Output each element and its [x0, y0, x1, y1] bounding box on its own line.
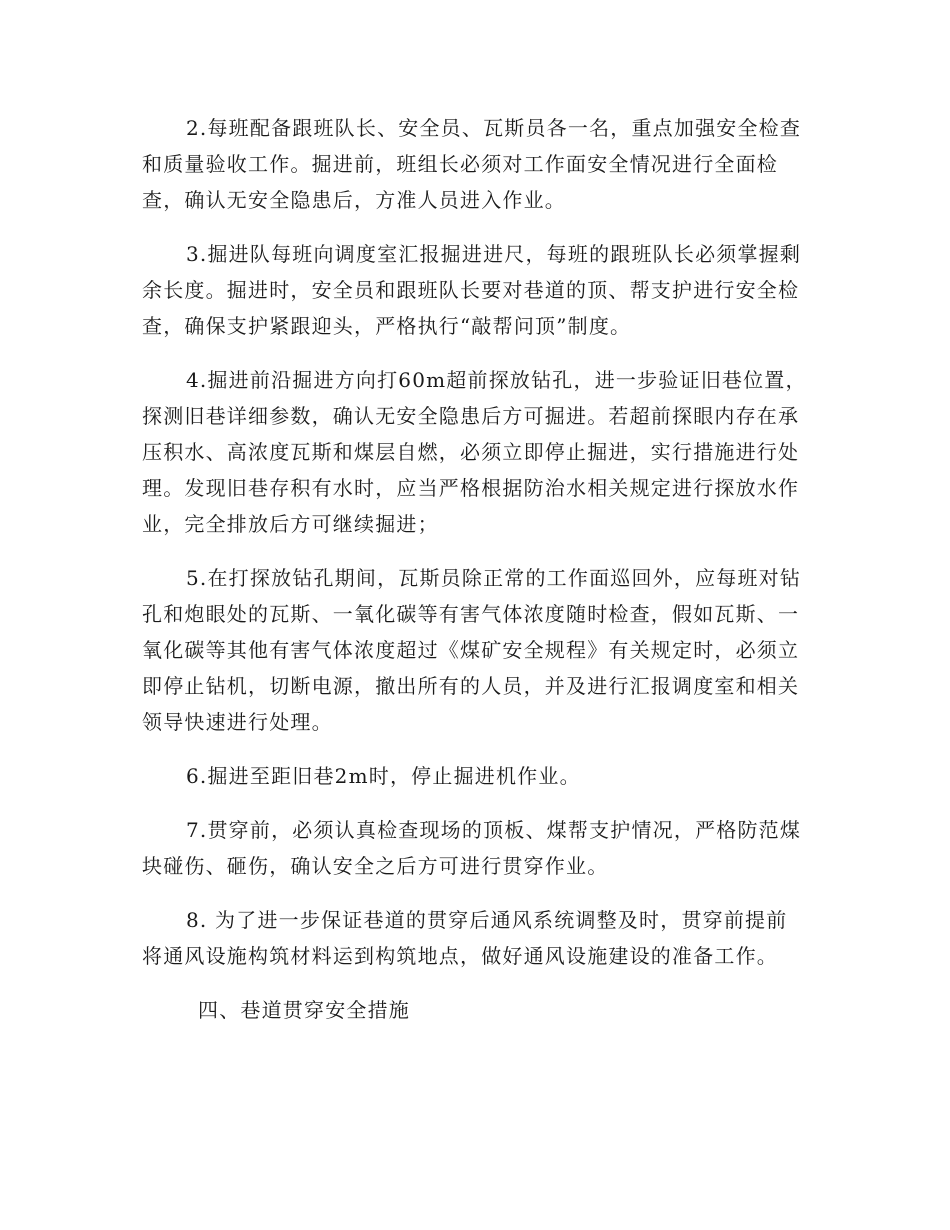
paragraph-item-5: 5.在打探放钻孔期间，瓦斯员除正常的工作面巡回外，应每班对钻孔和炮眼处的瓦斯、一氧化碳等有害气体浓度随时检查，假如瓦斯、一氧化碳等其他有害气体浓度超过《煤矿安全规程》有关规定时，必须立即停止钻机，切断电源，撤出所有的人员，并及进行汇报调度室和相关领导快速进行处理。	[142, 566, 802, 734]
paragraph-item-6: 6.掘进至距旧巷2m时，停止掘进机作业。	[186, 764, 581, 788]
paragraph-item-8: 8. 为了进一步保证巷道的贯穿后通风系统调整及时，贯穿前提前将通风设施构筑材料运到构筑地点，做好通风设施建设的准备工作。	[142, 908, 788, 968]
paragraph-item-4: 4.掘进前沿掘进方向打60m超前探放钻孔，进一步验证旧巷位置，探测旧巷详细参数，确认无安全隐患后方可掘进。若超前探眼内存在承压积水、高浓度瓦斯和煤层自燃，必须立即停止掘进，实行措施进行处理。发现旧巷存积有水时，应当严格根据防治水相关规定进行探放水作业，完全排放后方可继续掘进；	[142, 368, 807, 536]
paragraph-item-3: 3.掘进队每班向调度室汇报掘进进尺，每班的跟班队长必须掌握剩余长度。掘进时，安全员和跟班队长要对巷道的顶、帮支护进行安全检查，确保支护紧跟迎头，严格执行“敲帮问顶”制度。	[142, 242, 802, 338]
section-heading: 四、巷道贯穿安全措施	[198, 998, 410, 1022]
paragraph-item-2: 2.每班配备跟班队长、安全员、瓦斯员各一名，重点加强安全检查和质量验收工作。掘进前，班组长必须对工作面安全情况进行全面检查，确认无安全隐患后，方准人员进入作业。	[142, 116, 802, 212]
document-body	[142, 110, 808, 1028]
paragraph-item-7: 7.贯穿前，必须认真检查现场的顶板、煤帮支护情况，严格防范煤块碰伤、砸伤，确认安全之后方可进行贯穿作业。	[142, 818, 802, 878]
